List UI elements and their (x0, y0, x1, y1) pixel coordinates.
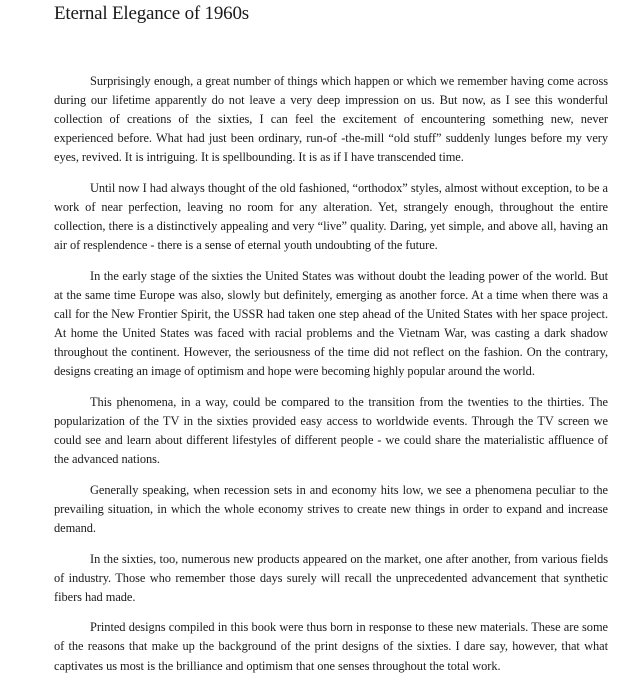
paragraph-4: This phenomena, in a way, could be compared to the transition from the twenties to the thirties. The popularization of the TV in the sixties provided easy access to worldwide events. Through the TV screen we could see and learn about different lifestyles of different people - we could share the materialistic affluence of the advanced nations. (54, 394, 608, 467)
paragraph-3: In the early stage of the sixties the United States was without doubt the leading power of the world. But at the same time Europe was also, slowly but definitely, emerging as another force. At a time when there was a call for the New Frontier Spirit, the USSR had taken one step ahead of the United States with her space project. At home the United States was faced with racial problems and the Vietnam War, was casting a dark shadow throughout the continent. However, the seriousness of the time did not reflect on the fashion. On the contrary, designs creating an image of optimism and hope were becoming highly popular around the world. (54, 268, 608, 379)
paragraph-6: In the sixties, too, numerous new products appeared on the market, one after another, from various fields of industry. Those who remember those days surely will recall the unprecedented advancement that synthetic fibers had made. (54, 551, 608, 604)
article-body (54, 72, 608, 687)
paragraph-5: Generally speaking, when recession sets in and economy hits low, we see a phenomena peculiar to the prevailing situation, in which the whole economy strives to create new things in order to expand and increase demand. (54, 482, 608, 535)
page-title: Eternal Elegance of 1960s (54, 3, 249, 24)
paragraph-2: Until now I had always thought of the old fashioned, “orthodox” styles, almost without exception, to be a work of near perfection, leaving no room for any alteration. Yet, strangely enough, throughout the entire collection, there is a distinctively appealing and very “live” quality. Daring, yet simple, and above all, having an air of resplendence - there is a sense of eternal youth undoubting of the future. (54, 180, 608, 253)
paragraph-7: Printed designs compiled in this book were thus born in response to these new materials. These are some of the reasons that make up the background of the print designs of the sixties. I dare say, however, that what captivates us most is the brilliance and optimism that one senses throughout the total work. (54, 620, 608, 673)
paragraph-1: Surprisingly enough, a great number of things which happen or which we remember having come across during our lifetime apparently do not leave a very deep impression on us. But now, as I see this wonderful collection of creations of the sixties, I can feel the excitement of encountering something new, never experienced before. What had just been ordinary, run-of -the-mill “old stuff” suddenly lunges before my very eyes, revived. It is intriguing. It is spellbounding. It is as if I have transcended time. (54, 74, 608, 165)
